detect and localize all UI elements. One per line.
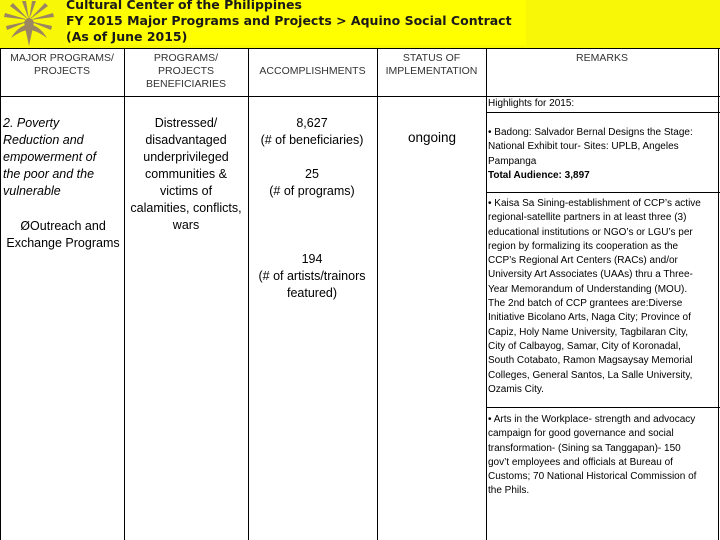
table-border-left [0, 48, 1, 540]
artists-count: 194 [301, 252, 323, 266]
table-border-top [0, 48, 720, 49]
title-line-report: FY 2015 Major Programs and Projects > Aquino Social Contract [66, 13, 512, 28]
beneficiaries-count-label: (# of beneficiaries) [260, 133, 364, 147]
beneficiaries-cell: Distressed/ disadvantaged underprivileged communities & victims of calamities, conflicts, wars [130, 116, 242, 232]
title-line-date: (As of June 2015) [66, 29, 188, 44]
column-divider [377, 48, 378, 540]
report-title [66, 0, 526, 45]
subprogram-name: ØOutreach and Exchange Programs [6, 218, 120, 250]
column-header-programs: MAJOR PROGRAMS/ PROJECTS [10, 52, 114, 77]
column-divider [248, 48, 249, 540]
program-cell [3, 115, 123, 252]
table-border-right [718, 48, 719, 540]
accomplishments-cell: 8,627 (# of beneficiaries) 25 (# of programs) 194 (# of artists/trainors featured) [250, 115, 374, 302]
program-name: 2. Poverty Reduction and empowerment of the poor and the vulnerable [3, 116, 97, 198]
column-header-remarks: REMARKS [576, 52, 628, 64]
remarks-kaisa-sa-sining: • Kaisa Sa Sining-establishment of CCP’s active regional-satellite partners in at least three (3) educational institutions or NGO’s or LGU’s per region by formalizing its cooperation as the CCP’s Regional Art Centers (RACs) and/or University Art Associates (UAAs) thru a Three- Year Memorandum of Understanding (MOU). The 2nd batch of CCP grantees are:Diverse Initiative Bicolano Arts, Naga City; Province of Capiz, Holy Name University, Tagbilaran City, City of Calbayog, Samar, City of Koronadal, South Cotabato, Ramon Magsaysay Memorial Colleges, General Santos, La Salle University, Ozamis City. [488, 198, 701, 395]
title-line-org: Cultural Center of the Philippines [66, 0, 302, 12]
remarks-arts-in-workplace: • Arts in the Workplace- strength and advocacy campaign for good governance and social transformation- (Sining sa Tanggapan)- 150 gov’t employees and officials at Bureau of Customs; 70 National Historical Commission of the Phils. [488, 414, 697, 497]
artists-count-label: (# of artists/trainors [258, 269, 366, 283]
status-text: ongoing [407, 130, 457, 145]
beneficiaries-count: 8,627 [296, 116, 328, 130]
remarks-divider [486, 407, 720, 408]
remarks-divider [486, 192, 720, 193]
programs-count-label: (# of programs) [269, 184, 355, 198]
bullet-arrow-icon: Ø [20, 218, 31, 233]
remarks-heading-divider [486, 112, 720, 113]
programs-count: 25 [305, 167, 319, 181]
remarks-badong: • Badong: Salvador Bernal Designs the Stage: National Exhibit tour- Sites: UPLB, Angeles Pampanga Total Audience: 3,897 [488, 127, 693, 181]
ccp-logo-icon [2, 0, 56, 48]
column-divider [486, 48, 487, 540]
column-header-status: STATUS OF IMPLEMENTATION [385, 52, 478, 77]
header-banner [0, 0, 720, 48]
column-header-beneficiaries: PROGRAMS/ PROJECTS BENEFICIARIES [146, 52, 226, 90]
remarks-heading: Highlights for 2015: [488, 98, 575, 109]
column-header-accomplishments: ACCOMPLISHMENTS [259, 65, 366, 77]
